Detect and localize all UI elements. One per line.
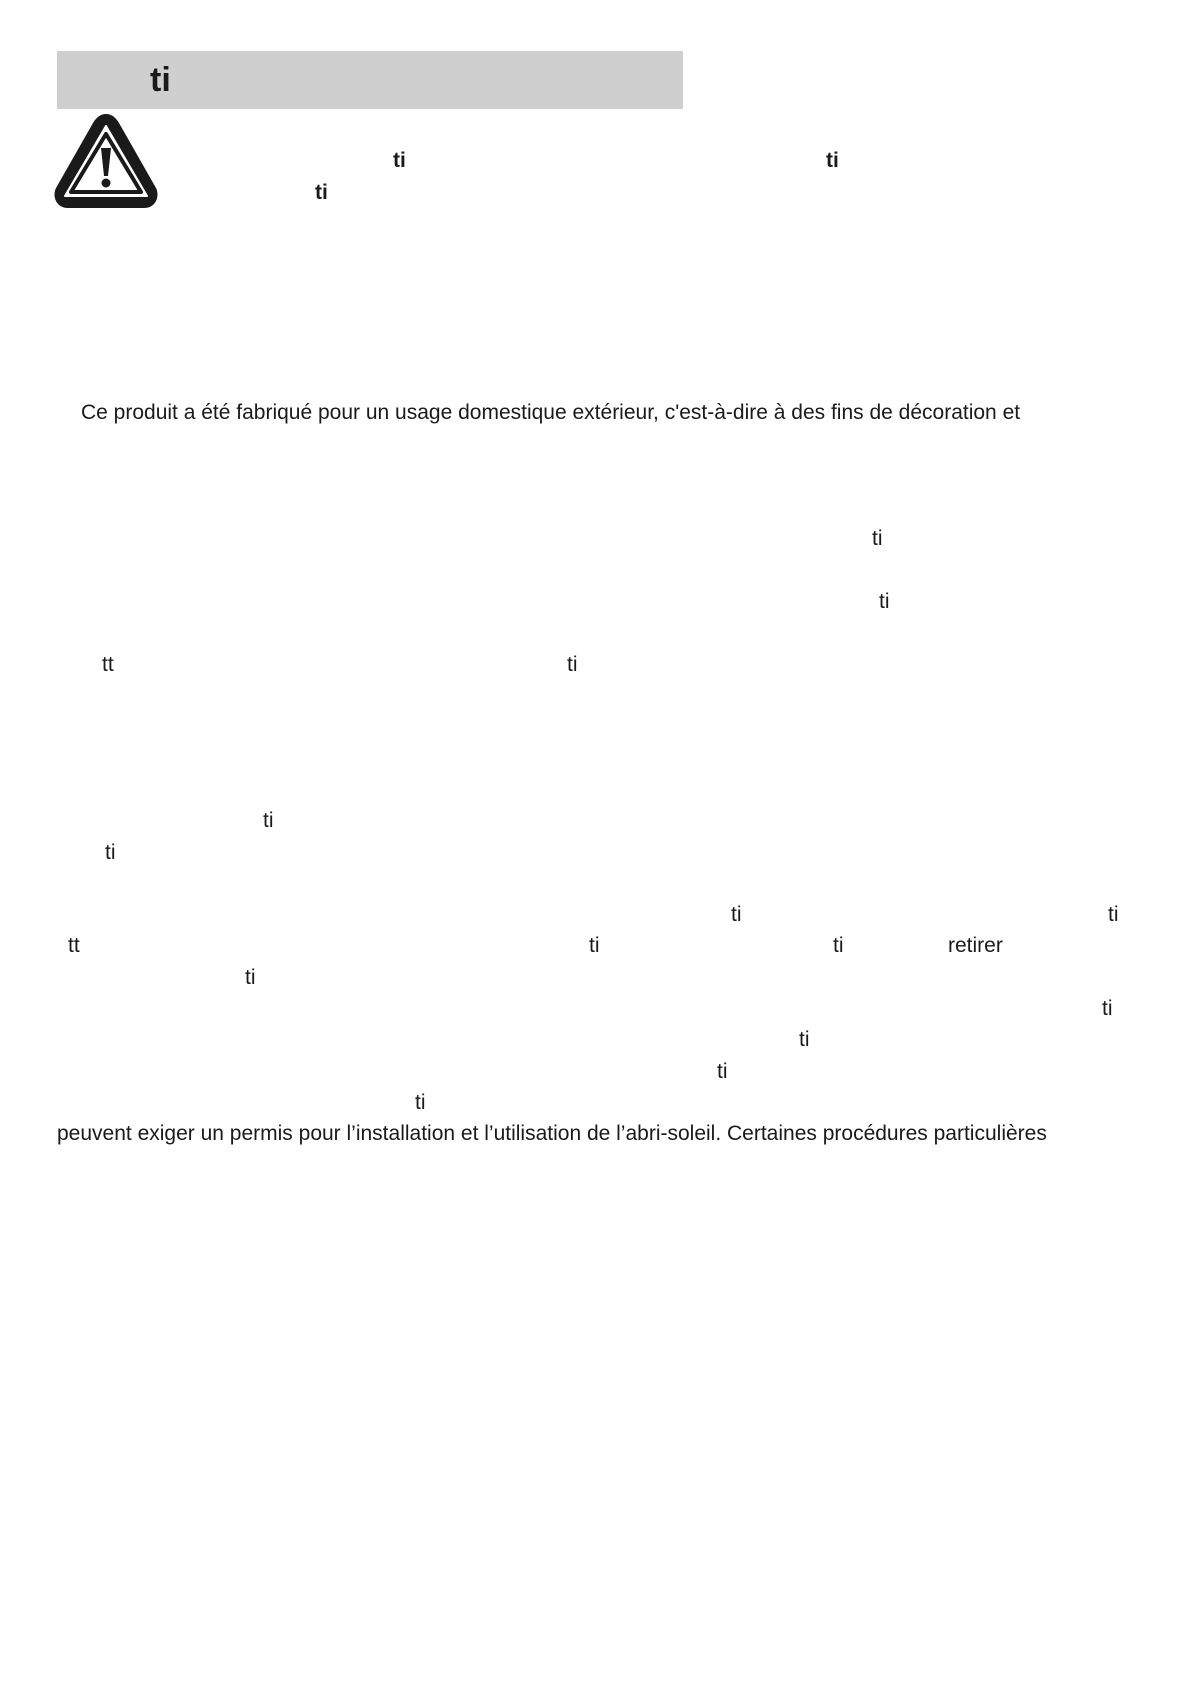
warning-line1-fragment-a: ti xyxy=(393,149,406,172)
p4-line6-fragment: ti xyxy=(717,1060,728,1083)
p4-line2-word: retirer xyxy=(948,934,1003,957)
p4-line1-fragment-a: ti xyxy=(731,903,742,926)
warning-line2-fragment: ti xyxy=(315,181,328,204)
p4-line2-fragment-b: ti xyxy=(589,934,600,957)
warning-triangle-icon xyxy=(50,110,162,212)
p2-line3-fragment-b: ti xyxy=(567,653,578,676)
p2-line2-fragment: ti xyxy=(879,590,890,613)
warning-line1-fragment-b: ti xyxy=(826,149,839,172)
p4-line3-fragment: ti xyxy=(245,966,256,989)
p4-line2-fragment-a: tt xyxy=(68,934,80,957)
p2-line3-fragment-a: tt xyxy=(102,653,114,676)
p2-line1-fragment: ti xyxy=(872,527,883,550)
p4-line7-fragment: ti xyxy=(415,1091,426,1114)
intro-line: Ce produit a été fabriqué pour un usage domestique extérieur, c'est-à-dire à des fins de décoration et xyxy=(81,401,1021,424)
p3-line1-fragment: ti xyxy=(263,809,274,832)
section-header-title: ti xyxy=(150,61,171,99)
p4-last-line: peuvent exiger un permis pour l’installation et l’utilisation de l’abri-soleil. Certaines procédures particulières xyxy=(57,1122,1047,1145)
p4-line1-fragment-b: ti xyxy=(1108,903,1119,926)
p3-line2-fragment: ti xyxy=(105,841,116,864)
p4-line2-fragment-c: ti xyxy=(833,934,844,957)
p4-line4-fragment: ti xyxy=(1102,997,1113,1020)
p4-line5-fragment: ti xyxy=(799,1028,810,1051)
